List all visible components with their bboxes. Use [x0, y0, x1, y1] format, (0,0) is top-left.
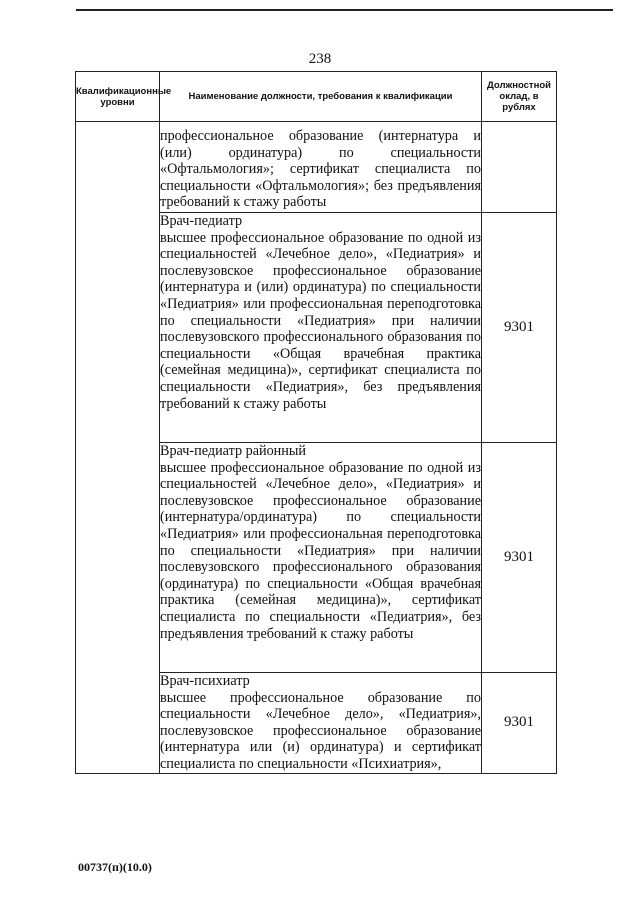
salary-cell: 9301	[482, 213, 557, 443]
header-position: Наименование должности, требования к квалификации	[160, 72, 482, 122]
footer-document-code: 00737(п)(10.0)	[78, 860, 152, 874]
position-title: Врач-психиатр	[160, 673, 250, 689]
header-level: Квалификационные уровни	[76, 72, 160, 122]
position-title: Врач-педиатр	[160, 213, 243, 229]
salary-cell	[482, 122, 557, 213]
top-rule	[76, 9, 613, 11]
requirements-text: высшее профессиональное образование по одной из специальностей «Лечебное дело», «Педиатрия» и послевузовское профессиональное образование (интернатура/ординатура) по специальности «Педиатрия» или профессиональная переподготовка по специальности «Педиатрия» при наличии послевузовского профессионального образования (ординатура) по специальности «Общая врачебная практика (семейная медицина)», сертификат специалиста по специальности «Педиатрия», без предъявления требований к стажу работы	[160, 459, 481, 642]
requirements-cell	[160, 122, 482, 213]
header-salary: Должностной оклад, в рублях	[482, 72, 557, 122]
requirements-text: профессиональное образование (интернатура и (или) ординатура) по специальности «Офтальмология»; сертификат специалиста по специальности «Офтальмология»; без предъявления требований к стажу работы	[160, 128, 481, 211]
page-number: 238	[308, 51, 332, 67]
requirements-text: высшее профессиональное образование по специальности «Лечебное дело», «Педиатрия», послевузовское профессиональное образование (интернатура или (и) ординатура) и сертификат специалиста по специальности «Психиатрия»,	[160, 689, 481, 772]
table-row	[76, 122, 557, 213]
table-header-row	[76, 72, 557, 122]
salary-cell: 9301	[482, 673, 557, 774]
position-title: Врач-педиатр районный	[160, 443, 306, 459]
level-cell	[76, 122, 160, 774]
requirements-text: высшее профессиональное образование по одной из специальностей «Лечебное дело», «Педиатрия» и послевузовское профессиональное образование (интернатура и (или) ординатура) по специальности «Педиатрия» или профессиональная переподготовка по специальности «Педиатрия» при наличии послевузовского профессионального образования по специальности «Общая врачебная практика (семейная медицина)», сертификат специалиста по специальности «Педиатрия», без предъявления требований к стажу работы	[160, 229, 481, 412]
requirements-cell	[160, 443, 482, 673]
requirements-cell	[160, 673, 482, 774]
qualification-table	[75, 71, 557, 774]
requirements-cell	[160, 213, 482, 443]
salary-cell: 9301	[482, 443, 557, 673]
